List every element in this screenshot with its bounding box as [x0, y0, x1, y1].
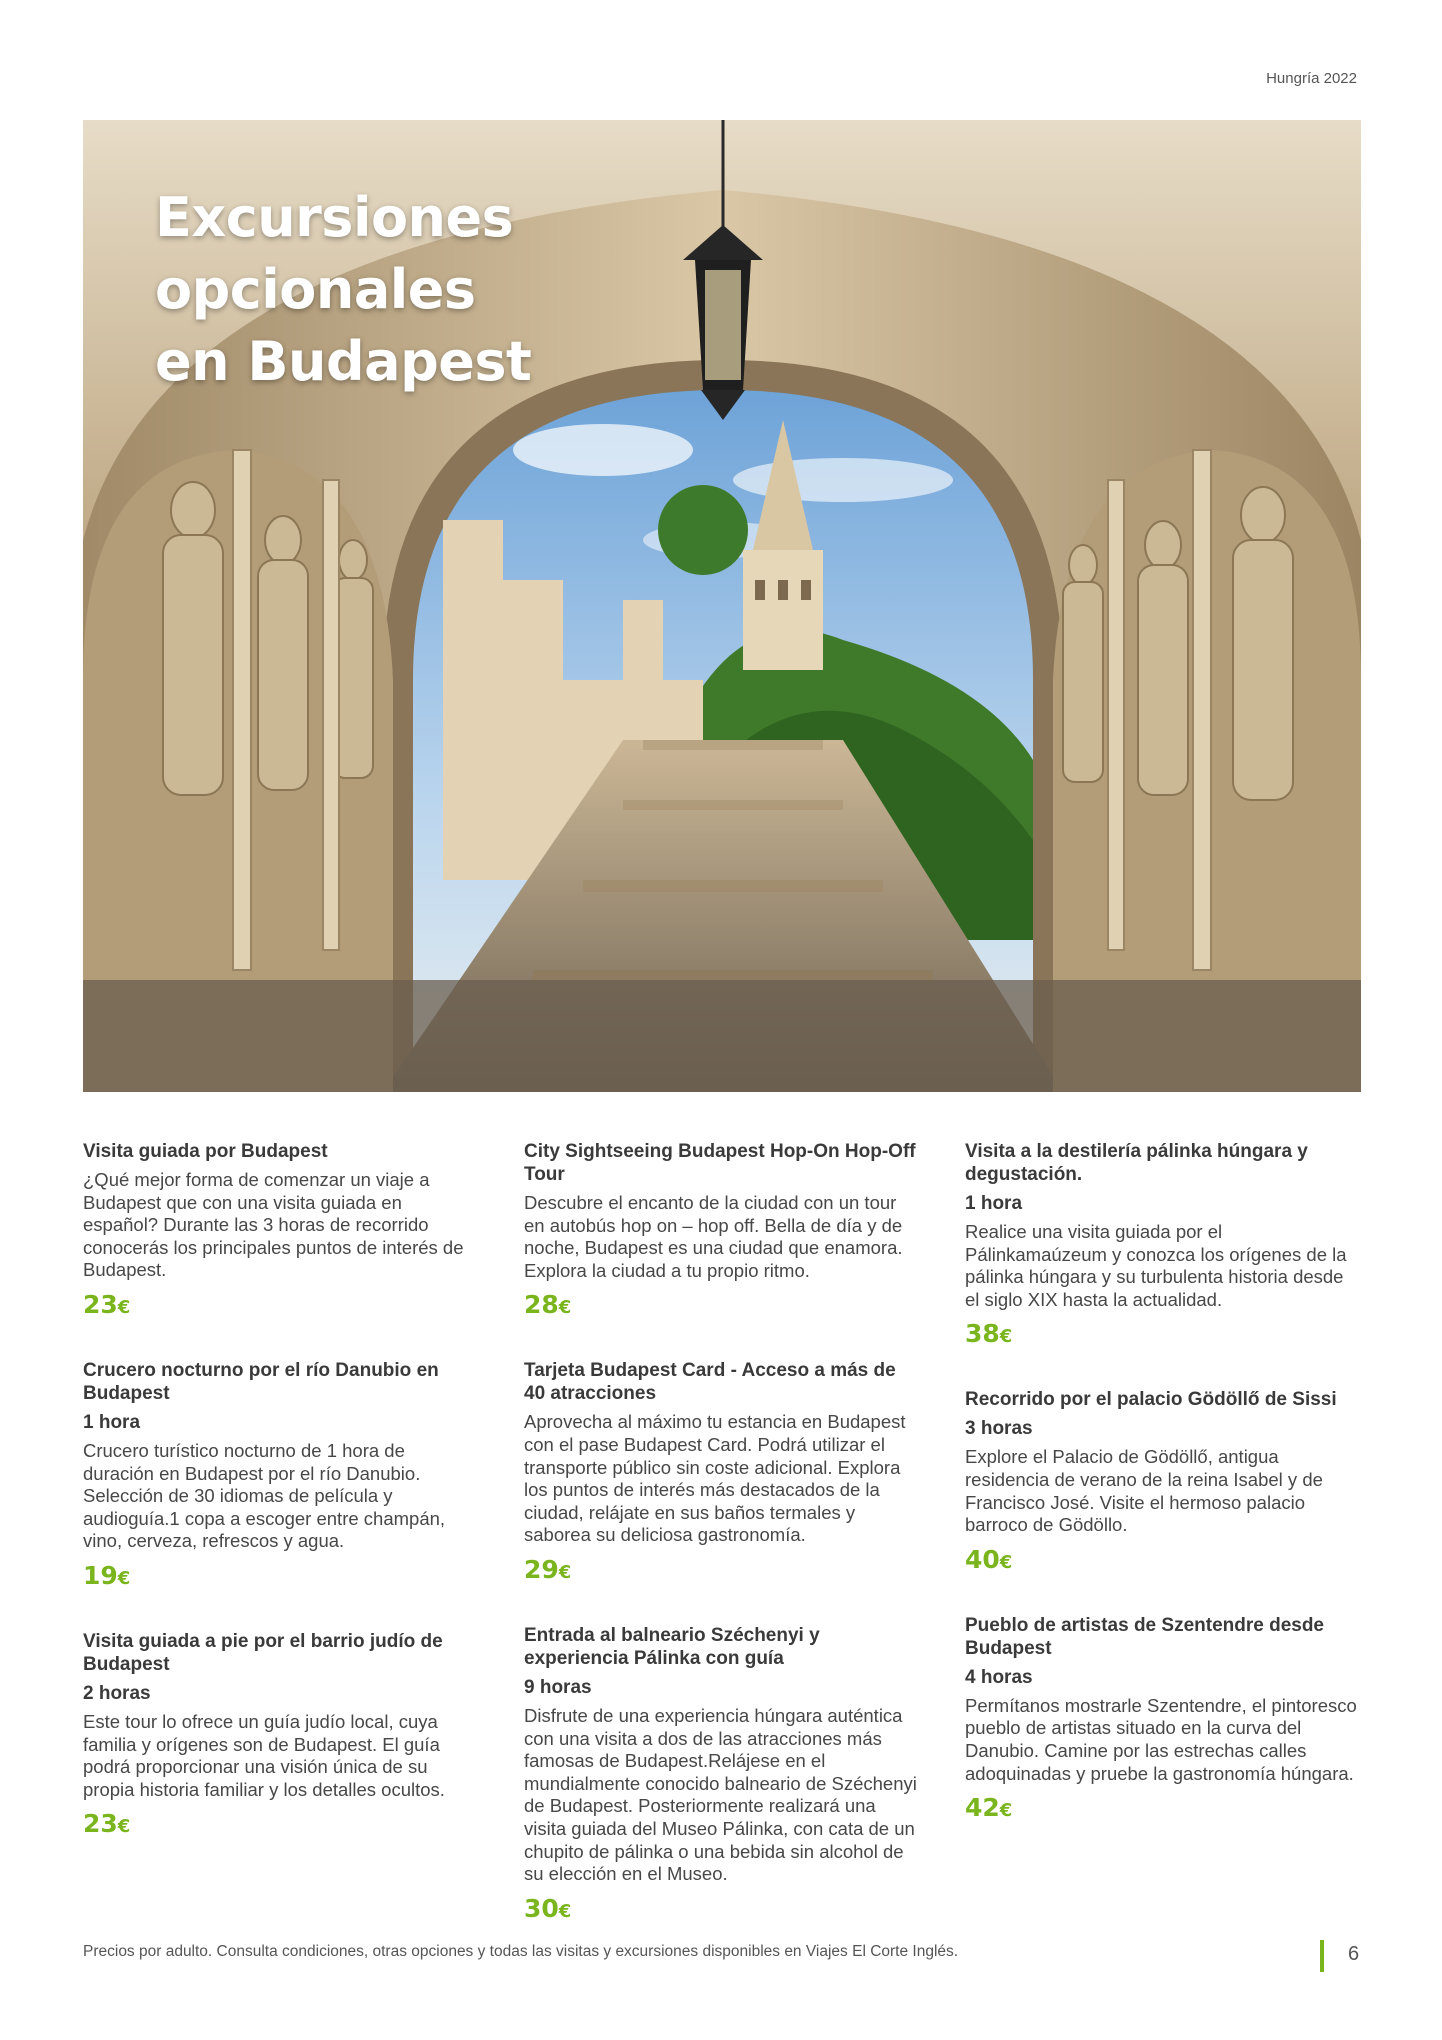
excursion-title: Visita guiada por Budapest — [83, 1141, 328, 1162]
excursion-price — [965, 1793, 1361, 1826]
excursion-item — [524, 1140, 920, 1323]
price-currency: € — [999, 1551, 1013, 1573]
page-number: 6 — [1348, 1943, 1360, 1965]
excursion-price — [524, 1290, 920, 1323]
price-currency: € — [117, 1296, 131, 1318]
excursion-price — [524, 1894, 920, 1927]
excursion-item — [965, 1388, 1361, 1577]
excursion-description: Aprovecha al máximo tu estancia en Budapest con el pase Budapest Card. Podrá utilizar el transporte público sin coste adicional. Explora los puntos de interés más destacados de la ciudad, relájate en sus baños termales y saborea su deliciosa gastronomía. — [524, 1411, 906, 1546]
excursion-item — [524, 1359, 920, 1588]
excursion-description: Crucero turístico nocturno de 1 hora de duración en Budapest por el río Danubio. Selección de 30 idiomas de película y audioguía.1 copa a escoger entre champán, vino, cerveza, refrescos y agua. — [83, 1439, 446, 1552]
excursion-title: Visita a la destilería pálinka húngara y degustación. — [965, 1141, 1308, 1185]
excursion-columns — [83, 1140, 1361, 1963]
excursion-price — [83, 1561, 479, 1594]
price-currency: € — [558, 1297, 572, 1319]
price-value: 23 — [83, 1289, 118, 1319]
excursion-price — [83, 1290, 479, 1323]
excursion-title: Recorrido por el palacio Gödöllő de Sissi — [965, 1389, 1337, 1411]
price-currency: € — [999, 1326, 1013, 1348]
column-2 — [524, 1140, 920, 1963]
price-value: 38 — [965, 1319, 1000, 1349]
excursion-description: Disfrute de una experiencia húngara auténtica con una visita a dos de las atracciones más famosas de Budapest.Relájese en el mundialmente conocido balneario de Széchenyi de Budapest. Posteriormente realizará una visita guiada del Museo Pálinka, con cata de un chupito de pálinka o una bebida sin alcohol de su elección en el Museo. — [524, 1704, 917, 1885]
page-number-accent-bar — [1320, 1940, 1324, 1972]
excursion-duration: 1 hora — [965, 1193, 1023, 1214]
column-1 — [83, 1140, 479, 1963]
excursion-item — [965, 1614, 1361, 1826]
price-value: 28 — [524, 1290, 559, 1320]
excursion-title: Pueblo de artistas de Szentendre desde Budapest — [965, 1614, 1324, 1659]
column-3 — [965, 1140, 1361, 1963]
page-title: Excursiones opcionales en Budapest — [155, 186, 532, 393]
excursion-item — [965, 1140, 1361, 1352]
excursion-description: Realice una visita guiada por el Pálinkamaúzeum y conozca los orígenes de la pálinka húngara y su turbulenta historia desde el siglo XIX hasta la actualidad. — [965, 1221, 1347, 1310]
price-currency: € — [117, 1816, 131, 1838]
excursion-duration: 2 horas — [83, 1682, 151, 1704]
price-currency: € — [999, 1800, 1013, 1822]
excursion-price — [524, 1555, 920, 1588]
excursion-title: City Sightseeing Budapest Hop-On Hop-Off Tour — [524, 1141, 916, 1185]
excursion-description: Descubre el encanto de la ciudad con un tour en autobús hop on – hop off. Bella de día y de noche, Budapest es una ciudad que enamora. Explora la ciudad a tu propio ritmo. — [524, 1192, 903, 1281]
excursion-description: ¿Qué mejor forma de comenzar un viaje a Budapest que con una visita guiada en español? Durante las 3 horas de recorrido conocerás los principales puntos de interés de Budapest. — [83, 1169, 464, 1281]
excursion-description: Permítanos mostrarle Szentendre, el pintoresco pueblo de artistas situado en la curva del Danubio. Camine por las estrechas calles adoquinadas y pruebe la gastronomía húngara. — [965, 1694, 1357, 1784]
excursion-item — [524, 1624, 920, 1927]
excursion-duration: 4 horas — [965, 1666, 1033, 1688]
price-value: 29 — [524, 1554, 559, 1584]
excursion-price — [965, 1545, 1361, 1578]
excursion-title: Crucero nocturno por el río Danubio en Budapest — [83, 1359, 439, 1404]
excursion-title: Entrada al balneario Széchenyi y experiencia Pálinka con guía — [524, 1624, 820, 1669]
excursion-duration: 1 hora — [83, 1411, 141, 1433]
excursion-price — [83, 1809, 479, 1842]
price-currency: € — [558, 1900, 572, 1922]
excursion-item — [83, 1630, 479, 1842]
excursion-title: Tarjeta Budapest Card - Acceso a más de 40 atracciones — [524, 1360, 896, 1405]
excursion-description: Explore el Palacio de Gödöllő, antigua residencia de verano de la reina Isabel y de Francisco José. Visite el hermoso palacio barroco de Gödöllo. — [965, 1446, 1323, 1536]
price-value: 30 — [524, 1893, 559, 1923]
price-value: 40 — [965, 1544, 1000, 1574]
excursion-duration: 9 horas — [524, 1676, 592, 1698]
price-value: 42 — [965, 1793, 1000, 1823]
hero-image — [83, 120, 1361, 1092]
excursion-title: Visita guiada a pie por el barrio judío de Budapest — [83, 1630, 443, 1675]
excursion-item — [83, 1359, 479, 1594]
header-tag: Hungría 2022 — [1266, 70, 1357, 87]
price-currency: € — [558, 1561, 572, 1583]
excursion-description: Este tour lo ofrece un guía judío local, cuya familia y orígenes son de Budapest. El guía podrá proporcionar una visión única de su propia historia familiar y los detalles ocultos. — [83, 1710, 445, 1800]
price-currency: € — [117, 1567, 131, 1589]
footer-note: Precios por adulto. Consulta condiciones, otras opciones y todas las visitas y excursiones disponibles en Viajes El Corte Inglés. — [83, 1943, 959, 1960]
excursion-price — [965, 1319, 1361, 1352]
price-value: 19 — [83, 1560, 118, 1590]
price-value: 23 — [83, 1809, 118, 1839]
excursion-item — [83, 1140, 479, 1323]
excursion-duration: 3 horas — [965, 1418, 1033, 1440]
